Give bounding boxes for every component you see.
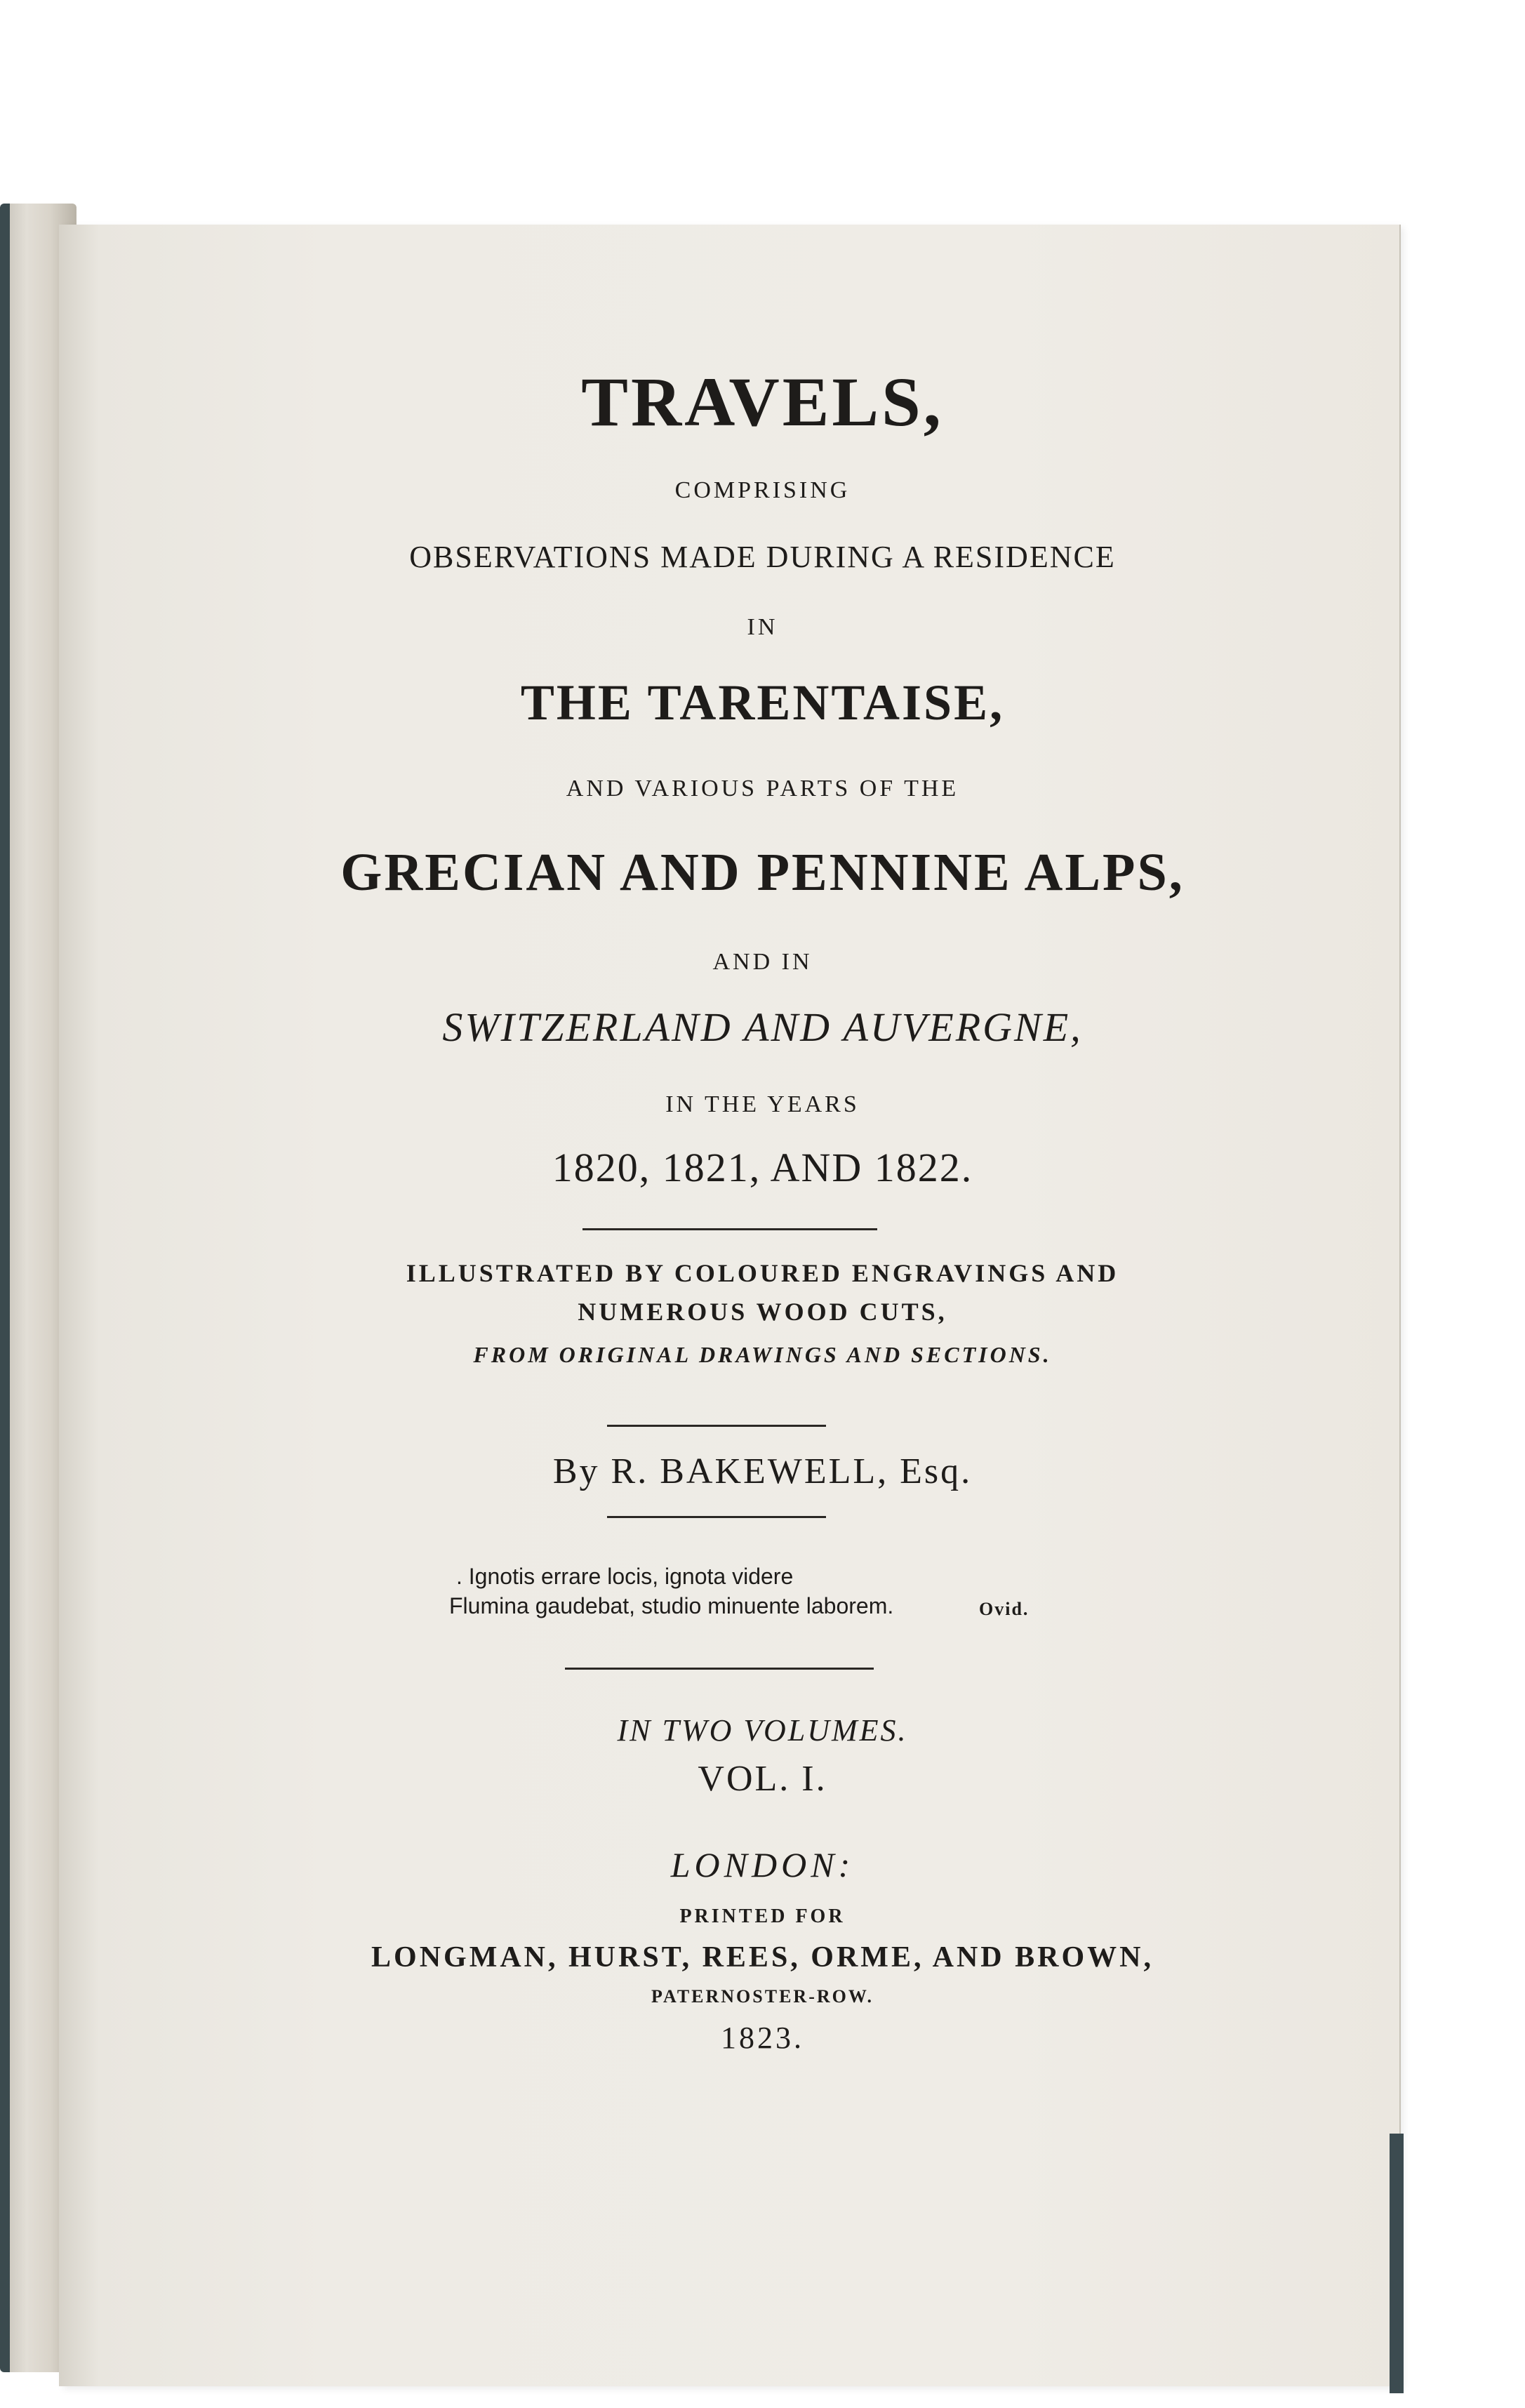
- quote-line-2: Flumina gaudebat, studio minuente laborem.: [449, 1593, 894, 1618]
- publisher: LONGMAN, HURST, REES, ORME, AND BROWN,: [371, 1941, 1154, 1974]
- line-comprising: COMPRISING: [674, 477, 851, 503]
- book-title: TRAVELS,: [581, 363, 944, 441]
- quote-line-1: . Ignotis errare locis, ignota videre: [456, 1564, 794, 1589]
- line-and-in: AND IN: [712, 949, 813, 975]
- publisher-street: PATERNOSTER-ROW.: [651, 1986, 874, 2007]
- line-alps: GRECIAN AND PENNINE ALPS,: [340, 843, 1185, 902]
- author: By R. BAKEWELL, Esq.: [552, 1451, 973, 1491]
- divider-rule: [565, 1668, 874, 1670]
- illustrated-line-1: ILLUSTRATED BY COLOURED ENGRAVINGS AND: [406, 1259, 1119, 1287]
- line-various: AND VARIOUS PARTS OF THE: [566, 776, 959, 801]
- line-in: IN: [747, 614, 778, 640]
- illustrated-line-2: NUMEROUS WOOD CUTS,: [578, 1298, 947, 1326]
- divider-rule: [607, 1425, 826, 1427]
- quote-attribution: Ovid.: [979, 1599, 1030, 1619]
- imprint-place: LONDON:: [670, 1845, 855, 1884]
- divider-rule: [582, 1228, 877, 1230]
- line-tarentaise: THE TARENTAISE,: [520, 674, 1005, 731]
- cover-edge: [1390, 2134, 1404, 2393]
- imprint-year: 1823.: [721, 2021, 804, 2055]
- line-observations: OBSERVATIONS MADE DURING A RESIDENCE: [409, 540, 1116, 574]
- printed-for: PRINTED FOR: [679, 1905, 846, 1927]
- line-switzerland: SWITZERLAND AND AUVERGNE,: [442, 1004, 1083, 1050]
- line-years: 1820, 1821, AND 1822.: [552, 1145, 973, 1190]
- illustrated-line-3: FROM ORIGINAL DRAWINGS AND SECTIONS.: [473, 1342, 1052, 1367]
- volume-number: VOL. I.: [698, 1759, 827, 1799]
- volumes: IN TWO VOLUMES.: [617, 1713, 908, 1748]
- line-in-the-years: IN THE YEARS: [665, 1091, 860, 1117]
- divider-rule: [607, 1516, 826, 1518]
